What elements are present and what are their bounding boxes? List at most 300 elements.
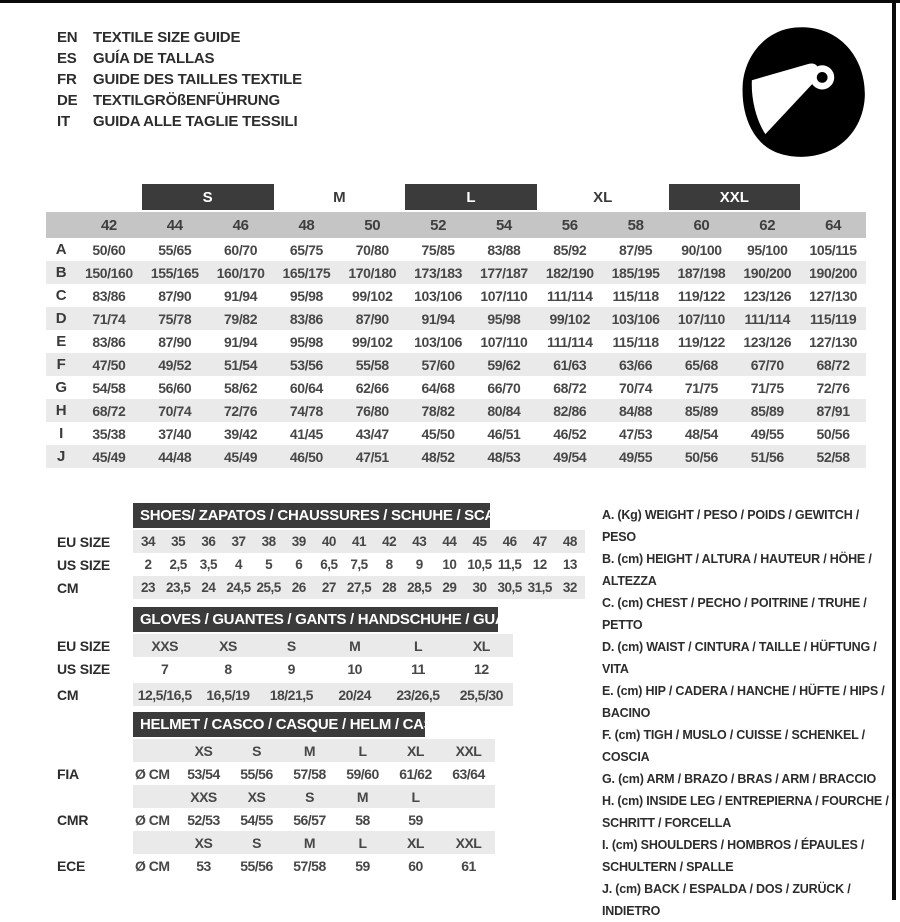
gloves-band xyxy=(133,683,513,706)
size-column-header: 60 xyxy=(693,216,710,234)
shoe-size-value: 12 xyxy=(532,557,547,572)
measurement-value: 103/106 xyxy=(414,333,462,350)
helmet-size-value: 55/56 xyxy=(240,765,273,782)
size-column-header: 52 xyxy=(430,216,447,234)
glove-size-value: 16,5/19 xyxy=(206,686,250,703)
gloves-title-bar: GLOVES / GUANTES / GANTS / HANDSCHUHE / GUANTI xyxy=(133,607,498,632)
helmet-size-label: XS xyxy=(247,788,266,805)
measurement-value: 47/50 xyxy=(92,356,126,373)
helmet-size-value: 61/62 xyxy=(399,765,432,782)
measurement-legend xyxy=(602,504,894,922)
helmet-size-band xyxy=(133,785,495,808)
language-label: GUIDE DES TAILLES TEXTILE xyxy=(93,71,302,88)
measurement-row xyxy=(46,445,866,468)
measurement-value: 95/98 xyxy=(289,333,323,350)
shoe-size-value: 37 xyxy=(231,534,246,549)
measurement-value: 87/95 xyxy=(619,241,653,258)
helmet-size-label: XXL xyxy=(455,834,482,851)
measurement-value: 62/66 xyxy=(355,379,389,396)
row-letter: J xyxy=(57,448,65,465)
size-column-header: 64 xyxy=(825,216,842,234)
shoes-band xyxy=(133,576,585,599)
legend-item: H. (cm) INSIDE LEG / ENTREPIERNA / FOURCHE / SCHRITT / FORCELLA xyxy=(602,794,889,830)
helmet-size-value: 56/57 xyxy=(293,811,326,828)
helmet-size-label: XL xyxy=(407,834,424,851)
shoe-size-value: 41 xyxy=(351,534,366,549)
shoes-row xyxy=(57,576,585,599)
helmet-value-band xyxy=(133,854,495,877)
glove-size-value: 9 xyxy=(287,660,295,677)
legend-item: A. (Kg) WEIGHT / PESO / POIDS / GEWITCH / PESO xyxy=(602,508,860,544)
helmet-standard-label: FIA xyxy=(57,765,79,782)
measurement-value: 83/86 xyxy=(289,310,323,327)
measurement-value: 46/51 xyxy=(487,425,521,442)
measurement-row xyxy=(46,307,866,330)
measurement-value: 48/52 xyxy=(421,448,455,465)
measurement-row xyxy=(46,330,866,353)
shoe-size-value: 2 xyxy=(144,557,152,572)
measurement-value: 85/89 xyxy=(684,402,718,419)
helmet-title-bar: HELMET / CASCO / CASQUE / HELM / CASCO xyxy=(133,712,425,737)
gloves-rows xyxy=(57,634,513,706)
helmet-size-label xyxy=(442,785,495,808)
size-group-s: S xyxy=(142,184,274,210)
measurement-value: 123/126 xyxy=(743,333,792,350)
helmet-size-value: 54/55 xyxy=(240,811,273,828)
measurement-value: 50/56 xyxy=(816,425,850,442)
shoe-size-value: 24,5 xyxy=(226,580,251,595)
language-label: TEXTILE SIZE GUIDE xyxy=(93,29,241,46)
measurement-row xyxy=(46,284,866,307)
measurement-value: 83/88 xyxy=(487,241,521,258)
measurement-value: 99/102 xyxy=(352,333,393,350)
measurement-value: 49/55 xyxy=(619,448,653,465)
measurement-value: 190/200 xyxy=(809,264,857,281)
diameter-unit: Ø CM xyxy=(135,765,170,782)
helmet-unit-spacer xyxy=(133,739,177,762)
helmet-size-value: 55/56 xyxy=(240,857,273,874)
helmet-size-label: L xyxy=(358,742,367,759)
helmet-size-value: 59/60 xyxy=(346,765,379,782)
measurement-value: 66/70 xyxy=(487,379,521,396)
measurement-value: 70/80 xyxy=(355,241,389,258)
gloves-row-label: EU SIZE xyxy=(57,637,111,654)
glove-size-value: XL xyxy=(472,637,490,654)
shoe-size-value: 38 xyxy=(261,534,276,549)
measurement-value: 71/74 xyxy=(92,310,126,327)
shoe-size-value: 42 xyxy=(382,534,397,549)
glove-size-value: 25,5/30 xyxy=(459,686,503,703)
measurement-row xyxy=(46,399,866,422)
glove-size-value: 23/26,5 xyxy=(396,686,440,703)
helmet-size-label: XL xyxy=(407,742,424,759)
measurement-value: 58/62 xyxy=(224,379,258,396)
measurement-row xyxy=(46,353,866,376)
legend-item: D. (cm) WAIST / CINTURA / TAILLE / HÜFTUNG / VITA xyxy=(602,640,877,676)
measurement-value: 99/102 xyxy=(352,287,393,304)
legend-item: J. (cm) BACK / ESPALDA / DOS / ZURÜCK / INDIETRO xyxy=(602,882,851,918)
shoes-rows xyxy=(57,530,585,599)
size-column-header: 50 xyxy=(364,216,381,234)
measurement-value: 51/56 xyxy=(750,448,784,465)
gloves-band xyxy=(133,634,513,657)
helmet-size-value: 58 xyxy=(355,811,370,828)
row-letter: A xyxy=(55,241,67,258)
shoe-size-value: 29 xyxy=(442,580,457,595)
shoe-size-value: 5 xyxy=(265,557,273,572)
size-column-header: 58 xyxy=(627,216,644,234)
measurement-value: 185/195 xyxy=(611,264,660,281)
glove-size-value: 20/24 xyxy=(338,686,371,703)
helmet-size-value xyxy=(442,808,495,831)
measurement-value: 95/98 xyxy=(289,287,323,304)
shoe-size-value: 39 xyxy=(291,534,306,549)
legend-item: F. (cm) TIGH / MUSLO / CUISSE / SCHENKEL / COSCIA xyxy=(602,728,865,764)
helmet-rows xyxy=(57,739,495,877)
shoe-size-value: 4 xyxy=(234,557,242,572)
shoe-size-value: 6 xyxy=(295,557,303,572)
size-column-header: 46 xyxy=(232,216,249,234)
measurement-value: 57/60 xyxy=(421,356,455,373)
main-size-table xyxy=(46,184,866,468)
language-row xyxy=(57,27,302,48)
measurement-value: 95/98 xyxy=(487,310,521,327)
measurement-value: 123/126 xyxy=(743,287,792,304)
glove-size-value: 12 xyxy=(474,660,489,677)
frame-border-top xyxy=(0,0,900,3)
shoe-size-value: 30 xyxy=(472,580,487,595)
helmet-size-value: 60 xyxy=(408,857,423,874)
shoe-size-value: 10 xyxy=(442,557,457,572)
language-list xyxy=(57,27,302,132)
size-column-header: 62 xyxy=(759,216,776,234)
helmet-size-value: 57/58 xyxy=(293,857,326,874)
shoe-size-value: 2,5 xyxy=(169,557,187,572)
measurement-value: 48/54 xyxy=(684,425,718,442)
measurement-value: 49/52 xyxy=(158,356,192,373)
gloves-size-table xyxy=(57,607,529,706)
measurement-value: 43/47 xyxy=(355,425,389,442)
glove-size-value: 10 xyxy=(347,660,362,677)
measurement-value: 87/90 xyxy=(158,333,192,350)
measurement-value: 173/183 xyxy=(414,264,462,281)
glove-size-value: L xyxy=(413,637,423,654)
measurement-value: 190/200 xyxy=(743,264,792,281)
shoes-band xyxy=(133,553,585,576)
glove-size-value: M xyxy=(349,637,361,654)
legend-item: G. (cm) ARM / BRAZO / BRAS / ARM / BRACCIO xyxy=(602,772,877,786)
measurement-value: 48/53 xyxy=(487,448,521,465)
shoes-row xyxy=(57,553,585,576)
shoe-size-value: 7,5 xyxy=(350,557,368,572)
helmet-size-value: 59 xyxy=(408,811,423,828)
measurement-value: 177/187 xyxy=(480,264,528,281)
helmet-value-band xyxy=(133,762,495,785)
measurement-value: 90/100 xyxy=(681,241,722,258)
measurement-value: 99/102 xyxy=(549,310,590,327)
measurement-value: 155/165 xyxy=(150,264,199,281)
measurement-value: 50/56 xyxy=(684,448,718,465)
helmet-size-value: 61 xyxy=(461,857,476,874)
shoes-row-label: EU SIZE xyxy=(57,533,111,550)
measurement-value: 115/118 xyxy=(612,287,659,304)
helmet-size-value: 52/53 xyxy=(187,811,220,828)
shoes-title-bar: SHOES/ ZAPATOS / CHAUSSURES / SCHUHE / SCARPE xyxy=(133,503,490,528)
row-letter: D xyxy=(55,310,67,327)
measurement-value: 150/160 xyxy=(85,264,133,281)
language-row xyxy=(57,48,302,69)
helmet-sizes-spacer xyxy=(57,831,133,854)
measurement-value: 44/48 xyxy=(158,448,192,465)
measurement-value: 64/68 xyxy=(421,379,455,396)
measurement-value: 80/84 xyxy=(487,402,521,419)
measurement-value: 55/58 xyxy=(355,356,389,373)
shoe-size-value: 40 xyxy=(321,534,336,549)
measurement-value: 75/85 xyxy=(421,241,455,258)
measurement-value: 107/110 xyxy=(480,333,528,350)
measurement-value: 115/119 xyxy=(809,310,857,327)
glove-size-value: XS xyxy=(219,637,237,654)
measurement-value: 45/50 xyxy=(421,425,455,442)
glove-size-value: 18/21,5 xyxy=(269,686,313,703)
size-column-header: 54 xyxy=(495,216,512,234)
helmet-size-label: S xyxy=(252,742,261,759)
helmet-size-value: 53 xyxy=(196,857,211,874)
shoes-row-label: US SIZE xyxy=(57,556,111,573)
measurement-value: 59/62 xyxy=(487,356,521,373)
measurement-value: 70/74 xyxy=(158,402,192,419)
measurement-value: 71/75 xyxy=(684,379,718,396)
measurement-value: 127/130 xyxy=(809,333,857,350)
helmet-sizes-row xyxy=(57,739,495,762)
language-code: FR xyxy=(57,71,77,88)
diameter-unit: Ø CM xyxy=(135,857,170,874)
measurement-value: 46/52 xyxy=(553,425,587,442)
size-column-header: 44 xyxy=(166,216,183,234)
measurement-value: 35/38 xyxy=(92,425,126,442)
legend-item: E. (cm) HIP / CADERA / HANCHE / HÜFTE / HIPS / BACINO xyxy=(602,684,885,720)
helmet-size-value: 53/54 xyxy=(187,765,220,782)
size-columns-row xyxy=(46,212,866,238)
shoe-size-value: 48 xyxy=(562,534,577,549)
measurement-value: 65/75 xyxy=(289,241,323,258)
row-letter: G xyxy=(55,379,67,396)
shoe-size-value: 13 xyxy=(562,557,577,572)
shoe-size-value: 23,5 xyxy=(166,580,191,595)
size-column-header: 56 xyxy=(561,216,578,234)
glove-size-value: XXS xyxy=(151,637,178,654)
measurement-value: 47/51 xyxy=(355,448,389,465)
shoe-size-value: 43 xyxy=(412,534,427,549)
measurement-value: 85/92 xyxy=(553,241,587,258)
shoe-size-value: 23 xyxy=(141,580,156,595)
measurement-value: 45/49 xyxy=(92,448,126,465)
measurement-value: 50/60 xyxy=(92,241,126,258)
helmet-bar-spacer xyxy=(57,712,133,739)
measurement-value: 67/70 xyxy=(750,356,784,373)
helmet-size-label: XXL xyxy=(455,742,482,759)
size-column-header: 48 xyxy=(298,216,315,234)
shoes-row-label: CM xyxy=(57,579,79,596)
glove-size-value: 8 xyxy=(224,660,232,677)
gloves-bar-spacer xyxy=(57,607,133,634)
shoe-size-value: 8 xyxy=(385,557,393,572)
measurement-value: 85/89 xyxy=(750,402,784,419)
helmet-size-label: M xyxy=(356,788,369,805)
shoes-size-table xyxy=(57,503,585,599)
measurement-value: 41/45 xyxy=(289,425,323,442)
helmet-sizes-row xyxy=(57,831,495,854)
language-label: GUIDA ALLE TAGLIE TESSILI xyxy=(93,113,298,130)
helmet-unit-spacer xyxy=(133,831,177,854)
shoe-size-value: 24 xyxy=(201,580,216,595)
measurement-value: 47/53 xyxy=(619,425,653,442)
helmet-size-band xyxy=(133,831,495,854)
gloves-band xyxy=(133,657,513,680)
measurement-value: 63/66 xyxy=(619,356,653,373)
measurement-value: 79/82 xyxy=(224,310,258,327)
language-row xyxy=(57,69,302,90)
shoe-size-value: 31,5 xyxy=(527,580,552,595)
helmet-standard-label: CMR xyxy=(57,811,89,828)
measurement-value: 60/64 xyxy=(289,379,323,396)
measurement-value: 187/198 xyxy=(677,264,726,281)
shoe-size-value: 28 xyxy=(382,580,397,595)
measurement-value: 52/58 xyxy=(816,448,850,465)
glove-size-value: S xyxy=(286,637,296,654)
measurement-value: 107/110 xyxy=(677,310,725,327)
size-group-m: M xyxy=(333,188,346,206)
shoe-size-value: 44 xyxy=(442,534,457,549)
helmet-size-label: XS xyxy=(194,834,213,851)
measurement-value: 170/180 xyxy=(348,264,397,281)
measurement-value: 91/94 xyxy=(421,310,455,327)
shoe-size-value: 34 xyxy=(141,534,156,549)
helmet-size-table xyxy=(57,712,495,877)
shoe-size-value: 45 xyxy=(472,534,487,549)
size-group-l: L xyxy=(405,184,537,210)
size-column-header: 42 xyxy=(100,216,117,234)
shoe-size-value: 25,5 xyxy=(256,580,281,595)
shoe-size-value: 30,5 xyxy=(497,580,522,595)
shoe-size-value: 26 xyxy=(291,580,306,595)
measurement-value: 68/72 xyxy=(553,379,587,396)
corner-cell xyxy=(46,212,76,238)
helmet-sizes-spacer xyxy=(57,785,133,808)
measurement-value: 87/91 xyxy=(816,402,850,419)
shoe-size-value: 9 xyxy=(415,557,423,572)
measurement-row xyxy=(46,261,866,284)
shoe-size-value: 32 xyxy=(562,580,577,595)
measurement-value: 119/122 xyxy=(677,333,725,350)
measurement-value: 111/114 xyxy=(546,287,593,304)
size-group-xxl: XXL xyxy=(669,184,801,210)
measurement-value: 55/65 xyxy=(158,241,192,258)
helmet-size-label: L xyxy=(411,788,420,805)
language-row xyxy=(57,90,302,111)
gloves-row xyxy=(57,657,513,680)
helmet-unit-spacer xyxy=(133,785,177,808)
helmet-size-label: S xyxy=(305,788,314,805)
measurement-value: 91/94 xyxy=(224,287,258,304)
legend-item: B. (cm) HEIGHT / ALTURA / HAUTEUR / HÖHE / ALTEZZA xyxy=(602,552,872,588)
shoe-size-value: 46 xyxy=(502,534,517,549)
glove-size-value: 7 xyxy=(161,660,169,677)
glove-size-value: 11 xyxy=(411,660,425,677)
measurement-value: 111/114 xyxy=(546,333,593,350)
helmet-value-band xyxy=(133,808,495,831)
measurement-value: 51/54 xyxy=(224,356,258,373)
row-letter: H xyxy=(55,402,67,419)
measurement-value: 49/54 xyxy=(553,448,587,465)
shoe-size-value: 11,5 xyxy=(497,557,522,572)
measurement-value: 78/82 xyxy=(421,402,455,419)
helmet-size-value: 57/58 xyxy=(293,765,326,782)
measurement-value: 103/106 xyxy=(414,287,462,304)
shoe-size-value: 28,5 xyxy=(407,580,432,595)
measurement-value: 111/114 xyxy=(744,310,790,327)
row-letter: B xyxy=(55,264,67,281)
helmet-sizes-spacer xyxy=(57,739,133,762)
language-label: GUÍA DE TALLAS xyxy=(93,50,215,67)
measurement-value: 53/56 xyxy=(289,356,323,373)
measurement-value: 74/78 xyxy=(289,402,323,419)
helmet-size-value: 63/64 xyxy=(452,765,485,782)
measurement-value: 165/175 xyxy=(282,264,331,281)
diameter-unit: Ø CM xyxy=(135,811,170,828)
size-group-row xyxy=(46,184,866,212)
racing-helmet-icon xyxy=(728,22,878,164)
measurement-value: 105/115 xyxy=(809,241,857,258)
shoe-size-value: 10,5 xyxy=(467,557,492,572)
legend-item: C. (cm) CHEST / PECHO / POITRINE / TRUHE / PETTO xyxy=(602,596,867,632)
measurement-row xyxy=(46,422,866,445)
measurement-value: 76/80 xyxy=(355,402,389,419)
helmet-size-label: M xyxy=(303,834,316,851)
shoe-size-value: 27 xyxy=(321,580,336,595)
measurement-value: 65/68 xyxy=(684,356,718,373)
shoe-size-value: 3,5 xyxy=(199,557,217,572)
shoe-size-value: 47 xyxy=(532,534,547,549)
measurement-value: 49/55 xyxy=(750,425,784,442)
measurement-value: 71/75 xyxy=(750,379,784,396)
gloves-row xyxy=(57,683,513,706)
measurement-value: 61/63 xyxy=(553,356,587,373)
language-row xyxy=(57,111,302,132)
helmet-size-label: M xyxy=(303,742,316,759)
measurement-value: 46/50 xyxy=(289,448,323,465)
helmet-size-label: XXS xyxy=(190,788,217,805)
legend-item: I. (cm) SHOULDERS / HOMBROS / ÉPAULES / SCHULTERN / SPALLE xyxy=(602,838,865,874)
measurement-value: 103/106 xyxy=(611,310,660,327)
measurement-value: 83/86 xyxy=(92,333,126,350)
measurement-value: 75/78 xyxy=(158,310,192,327)
helmet-values-row xyxy=(57,762,495,785)
measurement-value: 82/86 xyxy=(553,402,587,419)
language-label: TEXTILGRÖßENFÜHRUNG xyxy=(93,92,281,109)
language-code: ES xyxy=(57,50,77,67)
shoes-bar-spacer xyxy=(57,503,133,530)
measurement-row xyxy=(46,376,866,399)
measurement-value: 83/86 xyxy=(92,287,126,304)
size-group-xl: XL xyxy=(593,188,613,206)
glove-size-value: 12,5/16,5 xyxy=(137,686,192,703)
shoe-size-value: 6,5 xyxy=(320,557,338,572)
measurement-row xyxy=(46,238,866,261)
measurement-value: 127/130 xyxy=(809,287,857,304)
gloves-row-label: US SIZE xyxy=(57,660,111,677)
shoe-size-value: 36 xyxy=(201,534,216,549)
